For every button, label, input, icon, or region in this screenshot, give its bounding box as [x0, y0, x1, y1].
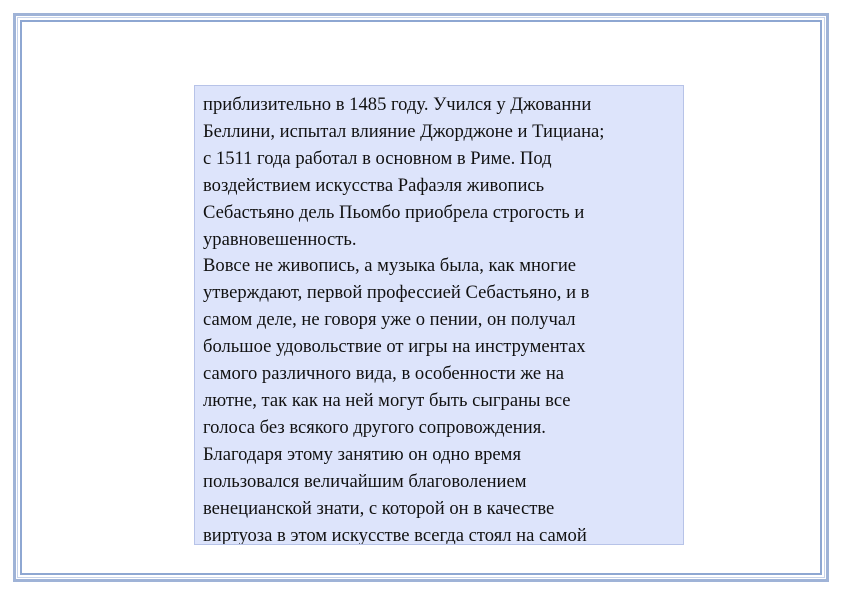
paragraph-biography: приблизительно в 1485 году. Учился у Джованни Беллини, испытал влияние Джорджоне и Тициана; с 1511 года работал в основном в Риме. Под воздействием искусства Рафаэля живопись Себастьяно дель Пьомбо приобрела строгость и уравновешенность. [203, 94, 605, 250]
text-box [194, 85, 684, 545]
paragraph-music: Вовсе не живопись, а музыка была, как многие утверждают, первой профессией Себастьяно, и в самом деле, не говоря уже о пении, он получал большое удовольствие от игры на инструментах самого различного вида, в особенности же на лютне, так как на ней могут быть сыграны все голоса без всякого другого сопровождения. Благодаря этому занятию он одно время пользовался величайшим благоволением венецианской знати, с которой он в качестве виртуоза в этом искусстве всегда стоял на самой [203, 255, 590, 545]
